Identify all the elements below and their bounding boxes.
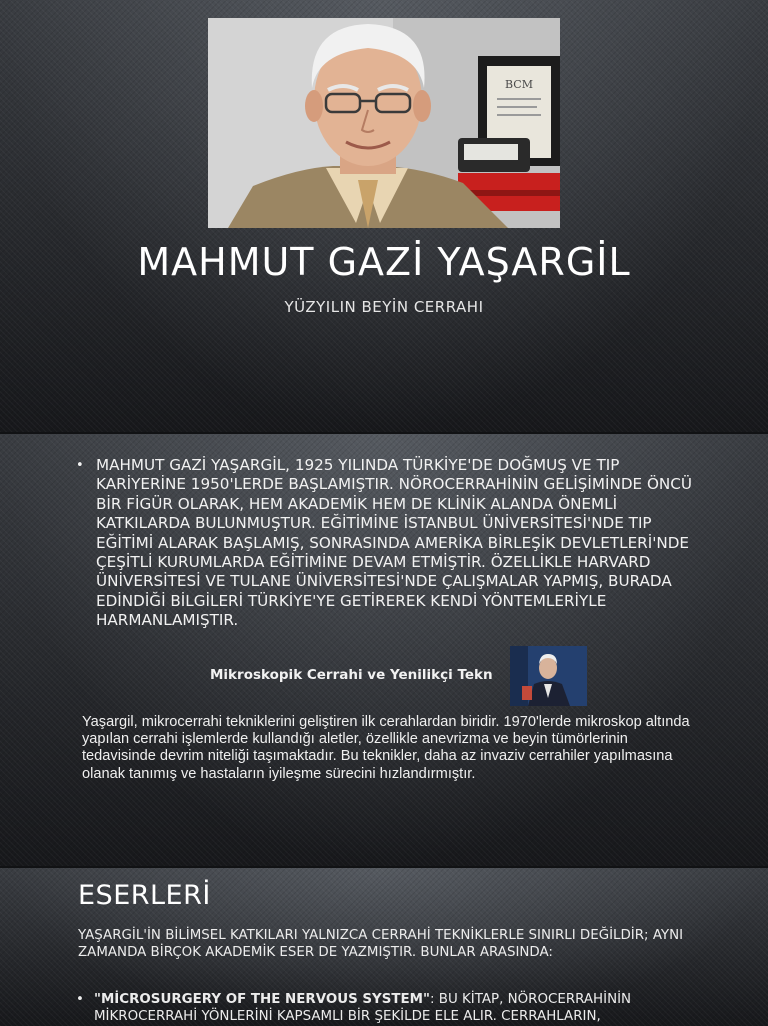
surgeon-thumbnail xyxy=(510,646,587,706)
portrait-illustration xyxy=(208,18,560,228)
presentation-subtitle: YÜZYILIN BEYİN CERRAHI xyxy=(284,298,484,316)
biography-slide xyxy=(0,432,768,866)
title-slide xyxy=(0,0,768,432)
works-slide xyxy=(0,866,768,1026)
works-list-item xyxy=(76,992,696,1025)
presentation-title: MAHMUT GAZİ YAŞARGİL xyxy=(137,240,631,284)
surgeon-thumbnail-illustration xyxy=(510,646,587,706)
works-intro: YAŞARGİL'İN BİLİMSEL KATKILARI YALNIZCA CERRAHİ TEKNİKLERLE SINIRLI DEĞİLDİR; AYNI ZAMANDA BİRÇOK AKADEMİK ESER DE YAZMIŞTIR. BUNLAR ARASINDA: xyxy=(78,928,684,960)
plaque-text: BCM xyxy=(505,78,533,91)
section-subheading: Mikroskopik Cerrahi ve Yenilikçi Tekn xyxy=(210,667,493,683)
biography-bullet: • MAHMUT GAZİ YAŞARGİL, 1925 YILINDA TÜRKİYE'DE DOĞMUŞ VE TIP KARİYERİNE 1950'LERDE BAŞLAMIŞTIR. NÖROCERRAHİNİN GELİŞİMİNDE ÖNCÜ BİR FİGÜR OLARAK, HEM AKADEMİK HEM DE KLİNİK ALANDA ÖNEMLİ KATKILARDA BULUNMUŞTUR. EĞİTİMİNE İSTANBUL ÜNİVERSİTESİ'NDE TIP EĞİTİMİ ALARAK BAŞLAMIŞ, SONRASINDA AMERİKA BİRLEŞİK DEVLETLERİ'NDE ÇEŞİTLİ KURUMLARDA EĞİTİMİNE DEVAM ETMİŞTİR. ÖZELLİKLE HARVARD ÜNİVERSİTESİ VE TULANE ÜNİVERSİTESİ'NDE ÇALIŞMALAR YAPMIŞ, BURADA EDİNDİĞİ BİLGİLERİ TÜRKİYE'YE GETİREREK KENDİ YÖNTEMLERİYLE HARMANLAMIŞTIR. xyxy=(76,456,696,631)
works-title: ESERLERİ xyxy=(78,880,211,911)
microsurgery-paragraph: Yaşargil, mikrocerrahi tekniklerini geliştiren ilk cerahlardan biridir. 1970'lerde mikroskop altında yapılan cerrahi işlemlerde kullandığı aletler, özellikle anevrizma ve beyin tümörlerinin tedavisinde devrim niteliği taşımaktadır. Bu teknikler, daha az invaziv cerrahiler yapılmasına olanak tanımış ve hastaların iyileşme sürecini hızlandırmıştır. xyxy=(82,714,690,782)
biography-list xyxy=(76,456,696,631)
work-description: : BU KİTAP, NÖROCERRAHİNİN MİKROCERRAHİ YÖNLERİNİ KAPSAMLI BİR ŞEKİLDE ELE ALIR. CERRAHLARIN, xyxy=(94,992,632,1024)
work-name: "MİCROSURGERY OF THE NERVOUS SYSTEM" xyxy=(94,992,430,1007)
works-list xyxy=(76,992,696,1025)
portrait-photo xyxy=(208,18,560,228)
